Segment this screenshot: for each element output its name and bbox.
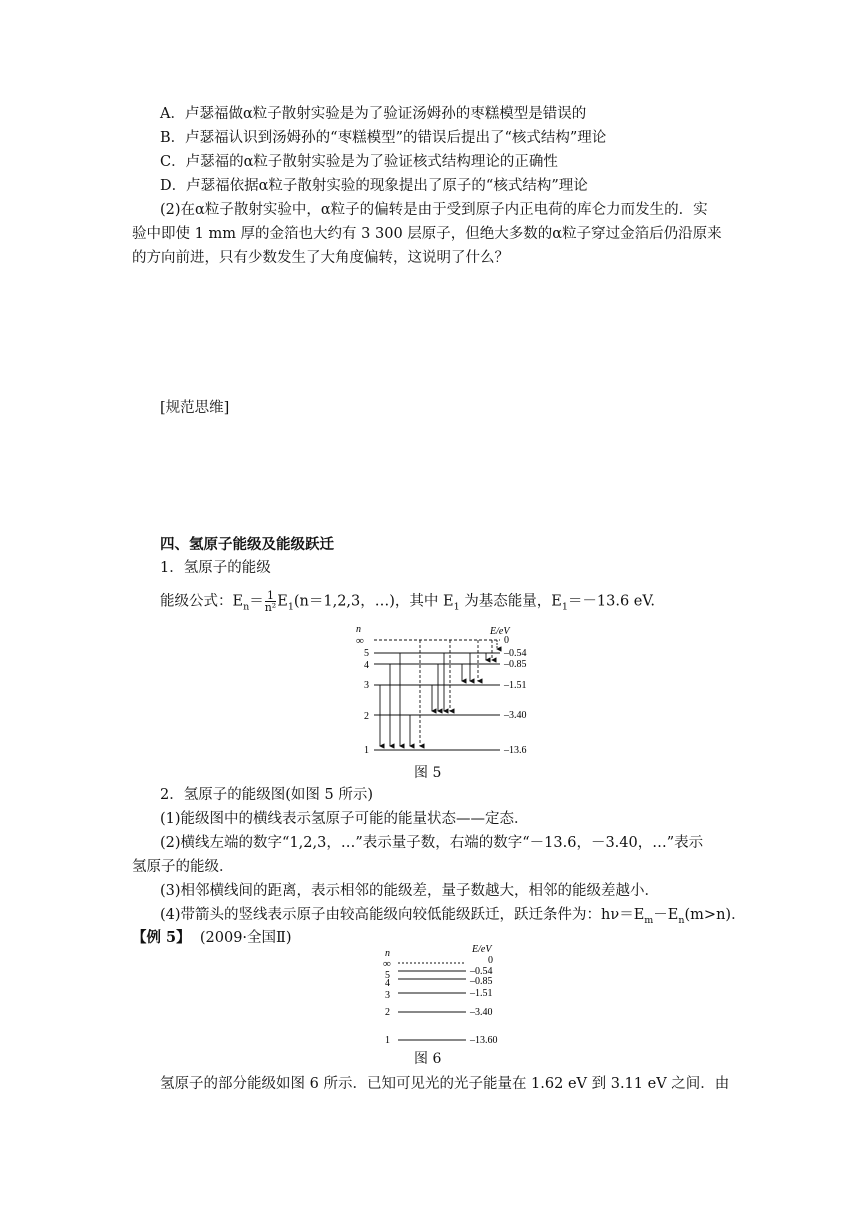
figure5-energy-level-diagram — [352, 622, 542, 758]
figure5-e-2: –3.40 — [504, 710, 527, 721]
option-c: C．卢瑟福的α粒子散射实验是为了验证核式结构理论的正确性 — [160, 154, 558, 170]
question2-line2: 验中即使 1 mm 厚的金箔也大约有 3 300 层原子，但绝大多数的α粒子穿过金箔后仍沿原来 — [132, 226, 722, 242]
example5-question-text: 氢原子的部分能级如图 6 所示．已知可见光的光子能量在 1.62 eV 到 3.11 eV 之间．由 — [160, 1076, 730, 1092]
option-d: D．卢瑟福依据α粒子散射实验的现象提出了原子的“核式结构”理论 — [160, 178, 588, 194]
figure5-e-inf: 0 — [504, 635, 509, 646]
figure6-e-5: –0.54 — [470, 966, 493, 977]
figure5-e-3: –1.51 — [504, 680, 527, 691]
energy-level-formula: 能级公式：$E_n=$ $\frac{1}{\text{n²}}$ $E_1(n=1,2,3$，…)，其中 $E_1$ 为基态能量，$E_1=-13.6$ eV. — [160, 589, 655, 614]
figure6-n-label: n — [385, 948, 390, 959]
figure5-n-4: 4 — [364, 660, 369, 671]
question2-line1: (2)在α粒子散射实验中，α粒子的偏转是由于受到原子内正电荷的库仑力而发生的．实 — [160, 202, 708, 218]
figure6-e-3: –1.51 — [470, 988, 493, 999]
figure6-n-5: 5 — [385, 970, 390, 981]
figure6-e-1: –13.60 — [470, 1035, 498, 1046]
paragraph-3: (3)相邻横线间的距离，表示相邻的能级差，量子数越大，相邻的能级差越小． — [160, 883, 660, 899]
section4-sub1: 1．氢原子的能级 — [160, 560, 271, 576]
figure5-n-label: n — [356, 624, 361, 635]
option-a: A．卢瑟福做α粒子散射实验是为了验证汤姆孙的枣糕模型是错误的 — [160, 106, 587, 122]
figure6-e-inf: 0 — [488, 955, 493, 966]
figure5-e-5: –0.54 — [504, 648, 527, 659]
figure5-n-3: 3 — [364, 680, 369, 691]
example5-source: (2009·全国Ⅱ) — [199, 930, 292, 946]
figure5-n-1: 1 — [364, 745, 369, 756]
thinking-label: [规范思维] — [160, 400, 230, 416]
figure6-n-4: 4 — [385, 978, 390, 989]
paragraph-2b: 氢原子的能级． — [132, 859, 234, 875]
section4-title: 四、氢原子能级及能级跃迁 — [160, 536, 334, 553]
example5-heading — [132, 928, 292, 948]
paragraph-4: (4)带箭头的竖线表示原子由较高能级向较低能级跃迁，跃迁条件为：$h\nu=E_m-E_n(m>n)$． — [160, 907, 746, 926]
figure6-caption: 图 6 — [414, 1051, 442, 1067]
figure5-e-4: –0.85 — [504, 659, 527, 670]
figure6-energy-level-diagram — [380, 938, 530, 1048]
figure5-n-inf: ∞ — [356, 635, 364, 647]
figure6-n-3: 3 — [385, 990, 390, 1001]
example5-label: 【例 5】 — [132, 929, 191, 946]
formula-fraction: $\frac{1}{\text{n²}}$ — [264, 589, 277, 614]
section4-sub2: 2．氢原子的能级图(如图 5 所示) — [160, 787, 373, 803]
figure6-e-4: –0.85 — [470, 976, 493, 987]
figure5-n-2: 2 — [364, 711, 369, 722]
figure6-n-2: 2 — [385, 1007, 390, 1018]
figure6-n-inf: ∞ — [383, 958, 391, 970]
figure5-n-5: 5 — [364, 648, 369, 659]
figure6-n-1: 1 — [385, 1035, 390, 1046]
figure6-e-label: E/eV — [472, 944, 492, 955]
paragraph-2a: (2)横线左端的数字“1,2,3，…”表示量子数，右端的数字“－13.6，－3.40，…”表示 — [160, 835, 704, 851]
figure5-caption: 图 5 — [414, 765, 442, 781]
figure5-e-label: E/eV — [490, 626, 510, 637]
option-b: B．卢瑟福认识到汤姆孙的“枣糕模型”的错误后提出了“核式结构”理论 — [160, 130, 607, 146]
figure6-e-2: –3.40 — [470, 1007, 493, 1018]
question2-line3: 的方向前进，只有少数发生了大角度偏转，这说明了什么？ — [132, 250, 509, 266]
figure5-e-1: –13.6 — [504, 745, 527, 756]
paragraph-1: (1)能级图中的横线表示氢原子可能的能量状态——定态． — [160, 811, 529, 827]
